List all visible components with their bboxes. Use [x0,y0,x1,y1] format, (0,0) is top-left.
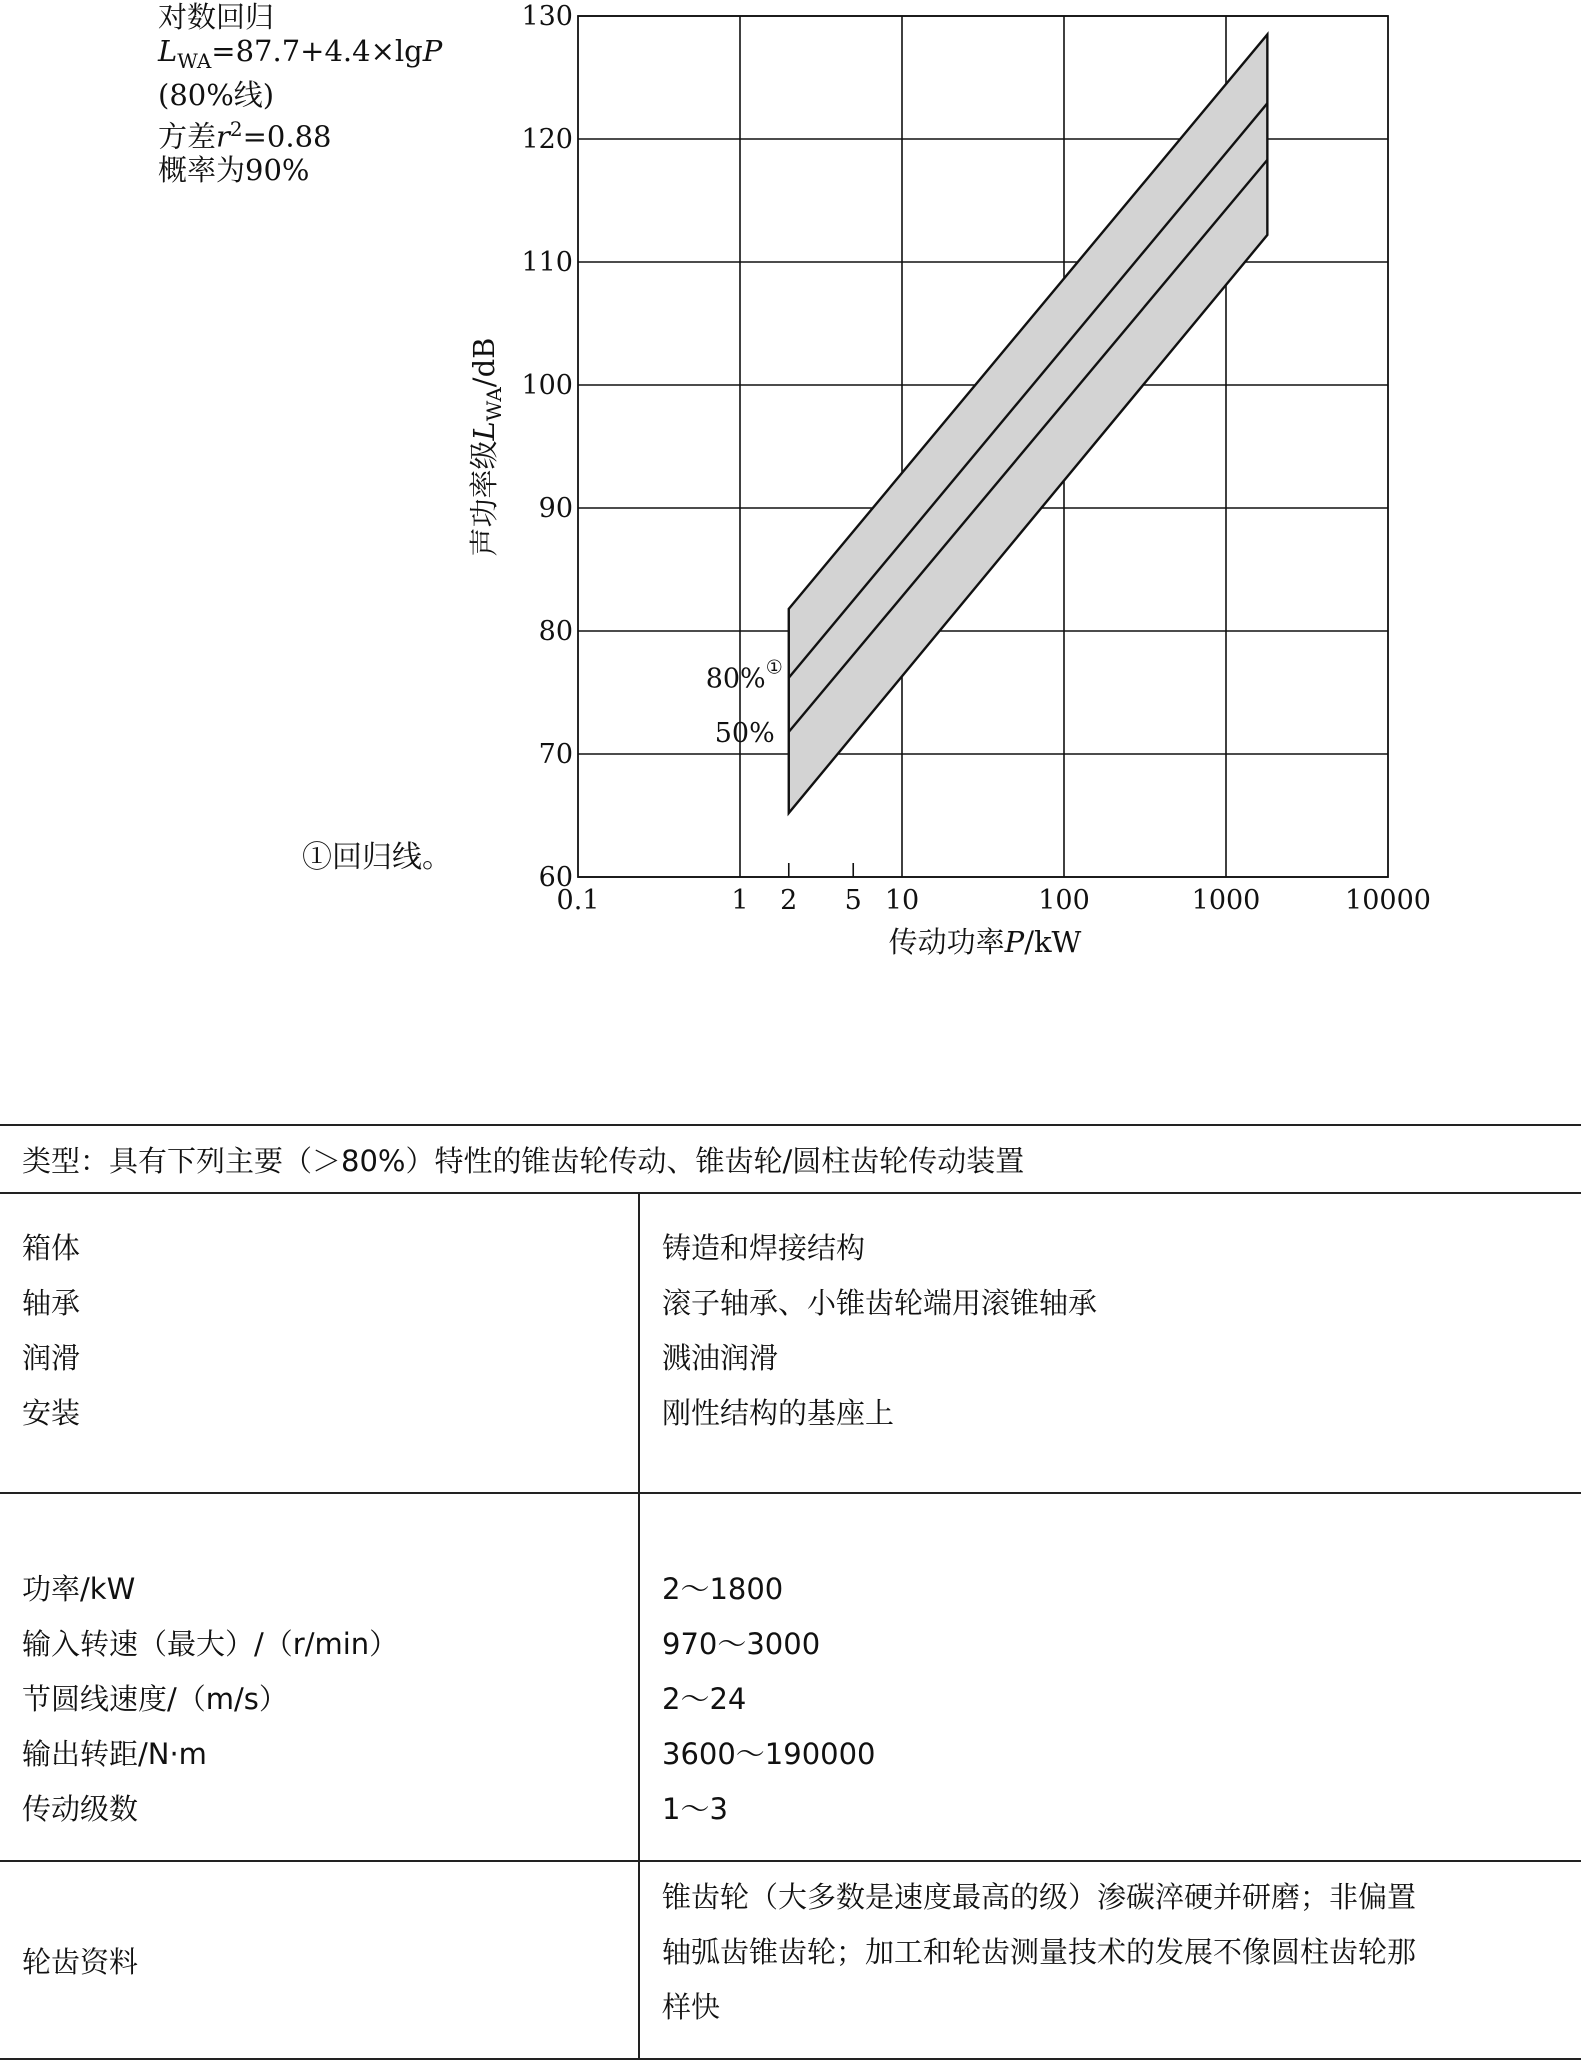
y-tick-label-100: 100 [521,370,573,401]
value-teeth-line-3: 样快 [662,1990,721,2024]
series-label-0: 80%① [705,656,783,695]
label-teeth: 轮齿资料 [0,1862,640,2058]
x-tick-label-0.1: 0.1 [556,885,600,916]
spec-table-header: 类型：具有下列主要（＞80%）特性的锥齿轮传动、锥齿轮/圆柱齿轮传动装置 [0,1126,1581,1194]
spec-labels-performance [0,1494,640,1860]
label-lubrication: 润滑 [22,1341,81,1375]
spec-labels-structure [0,1194,640,1492]
formula-p: P [422,34,443,68]
value-housing: 铸造和焊接结构 [662,1231,866,1265]
x-tick-label-100: 100 [1038,885,1090,916]
x-tick-label-10000: 10000 [1345,885,1431,916]
formula-rest: =87.7+4.4×lg [211,34,423,68]
y-tick-label-130: 130 [521,1,573,32]
value-power: 2～1800 [662,1572,784,1606]
value-bearing: 滚子轴承、小锥齿轮端用滚锥轴承 [662,1286,1098,1320]
label-housing: 箱体 [22,1231,81,1265]
x-tick-label-1000: 1000 [1191,885,1261,916]
probability-band [789,34,1268,813]
y-tick-label-90: 90 [538,493,573,524]
notes-80-line: (80%线) [158,77,275,112]
y-tick-label-80: 80 [538,616,573,647]
variance-r: r [216,119,230,154]
x-tick-label-2: 2 [780,885,798,916]
label-mounting: 安装 [22,1396,81,1430]
value-mounting: 刚性结构的基座上 [662,1396,895,1430]
value-teeth-line-1: 锥齿轮（大多数是速度最高的级）渗碳淬硬并研磨；非偏置 [662,1880,1417,1914]
label-input-speed: 输入转速（最大）/（r/min） [22,1627,399,1661]
notes-title: 对数回归 [158,0,275,34]
spec-group-structure [0,1194,1581,1494]
formula-sub: WA [177,48,212,73]
label-bearing: 轴承 [22,1286,81,1320]
variance-value: =0.88 [242,119,332,154]
sound-power-chart [0,0,1581,1000]
series-line-1 [789,160,1268,732]
label-power: 功率/kW [22,1572,136,1606]
spec-values-performance [640,1494,1581,1860]
y-axis-label: 声功率级$L_{WA}/dB$ [467,337,506,557]
label-pitch-velocity: 节圆线速度/（m/s） [22,1682,288,1716]
series-label-1: 50% [714,717,775,749]
value-lubrication: 溅油润滑 [662,1341,779,1375]
x-tick-label-5: 5 [844,885,862,916]
formula-l: L [158,34,178,68]
y-tick-label-70: 70 [538,739,573,770]
spec-group-performance [0,1494,1581,1862]
variance-label: 方差 [158,119,217,154]
variance-sup: 2 [229,116,243,141]
value-input-speed: 970～3000 [662,1627,821,1661]
y-tick-label-110: 110 [521,247,573,278]
notes-probability: 概率为90% [158,153,310,188]
x-axis-label: 传动功率P/kW [888,925,1082,959]
value-output-torque: 3600～190000 [662,1737,876,1771]
value-stages: 1～3 [662,1792,728,1826]
spec-values-structure [640,1194,1581,1492]
y-tick-label-120: 120 [521,124,573,155]
label-output-torque: 输出转距/N·m [22,1737,207,1771]
x-tick-label-1: 1 [731,885,749,916]
spec-group-teeth [0,1862,1581,2058]
series-line-0 [789,103,1268,677]
spec-table [0,1124,1581,2060]
value-teeth [640,1862,1581,2058]
y-tick-label-60: 60 [538,862,573,893]
label-stages: 传动级数 [22,1792,139,1826]
value-teeth-line-2: 轴弧齿锥齿轮；加工和轮齿测量技术的发展不像圆柱齿轮那 [662,1935,1417,1969]
x-tick-label-10: 10 [884,885,920,916]
band-layer [789,34,1268,813]
chart-footnote: ①回归线。 [302,840,452,875]
value-pitch-velocity: 2～24 [662,1682,747,1716]
